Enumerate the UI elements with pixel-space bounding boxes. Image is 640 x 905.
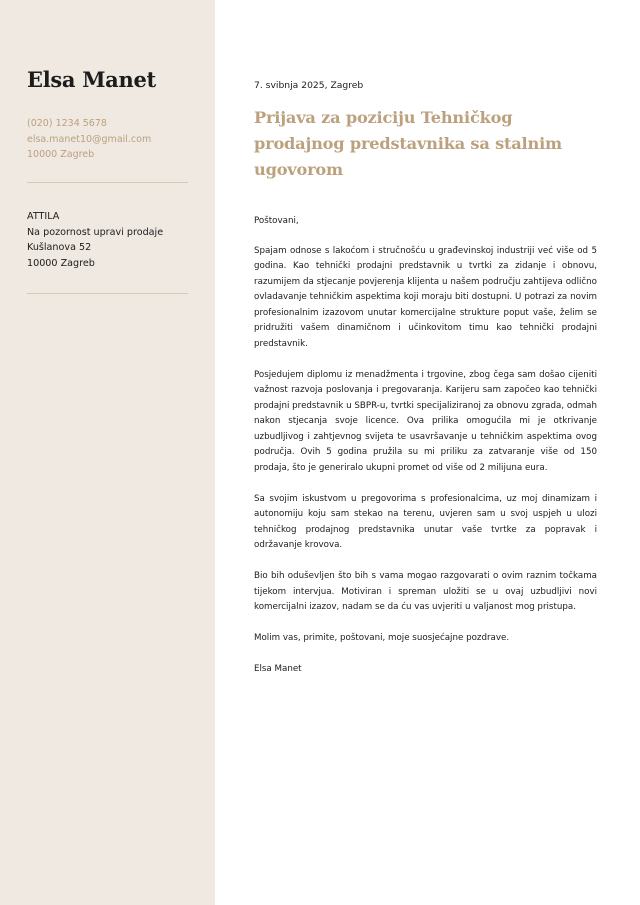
letter-subject: Prijava za poziciju Tehničkog prodajnog predstavnika sa stalnim ugovorom <box>254 108 562 179</box>
recipient-street: Kušlanova 52 <box>27 242 92 253</box>
sidebar-divider-bottom <box>27 293 188 294</box>
letter-paragraph-4: Bio bih oduševljen što bih s vama mogao razgovarati o ovim raznim točkama tijekom intervjua. Motiviran i spreman uložiti se u ovaj uzbudljivi novi komercijalni izazov, nadam se da ću vas uvjeriti u valjanost mog pristupa. <box>254 571 597 612</box>
letter-paragraph-2: Posjedujem diplomu iz menadžmenta i trgovine, zbog čega sam došao cijeniti važnost razvoja poslovanja i pregovaranja. Karijeru sam započeo kao tehnički prodajni predstavnik u SBPR-u, tvrtki specijaliziranoj za obnovu zgrada, odmah nakon stjecanja svoje licence. Ova prilika omogućila mi je otkrivanje uzbudljivog i zahtjevnog svijeta te usavršavanje u tehničkim aspektima ovog područja. Ovih 5 godina pružila su mi priliku za zatvaranje više od 150 prodaja, što je generiralo ukupni promet od više od 2 milijuna eura. <box>254 369 597 473</box>
sender-phone[interactable]: (020) 1234 5678 <box>27 118 107 129</box>
recipient-company: ATTILA <box>27 211 60 222</box>
letter-paragraph-1: Spajam odnose s lakoćom i stručnošću u građevinskoj industriji već više od 5 godina. Kao tehnički prodajni predstavnik u tvrtki za zidanje i obnovu, razumijem da stjecanje povjerenja klijenta u našem području zahtijeva odlično ovladavanje tehničkim aspektima koji moraju biti dostupni. U potrazi za novim profesionalnim izazovom unutar komercijalne strukture poput vaše, želim se pridružiti vašem dinamičnom i učinkovitom timu kao tehnički prodajni predstavnik. <box>254 245 597 349</box>
letter-text <box>254 214 597 678</box>
recipient-attention: Na pozornost upravi prodaje <box>27 226 164 238</box>
letter-signature: Elsa Manet <box>254 664 302 674</box>
letter-paragraph-3: Sa svojim iskustvom u pregovorima s profesionalcima, uz moj dinamizam i autonomiju koju sam stekao na terenu, uvjeren sam u svoj uspjeh u ulozi tehničkog prodajnog predstavnika unutar vaše tvrtke za popravak i održavanje krovova. <box>254 493 597 550</box>
sidebar <box>0 0 215 905</box>
sender-city: 10000 Zagreb <box>27 149 95 160</box>
sender-email[interactable]: elsa.manet10@gmail.com <box>27 133 152 145</box>
letter-closing: Molim vas, primite, poštovani, moje suosjećajne pozdrave. <box>254 633 510 643</box>
sidebar-divider-top <box>27 182 188 183</box>
sender-contact <box>27 116 151 163</box>
letter-body <box>254 80 597 693</box>
sender-name: Elsa Manet <box>27 67 156 92</box>
recipient-address <box>27 209 163 271</box>
letter-salutation: Poštovani, <box>254 216 299 226</box>
letter-date: 7. svibnja 2025, Zagreb <box>254 80 364 91</box>
recipient-city: 10000 Zagreb <box>27 257 95 269</box>
